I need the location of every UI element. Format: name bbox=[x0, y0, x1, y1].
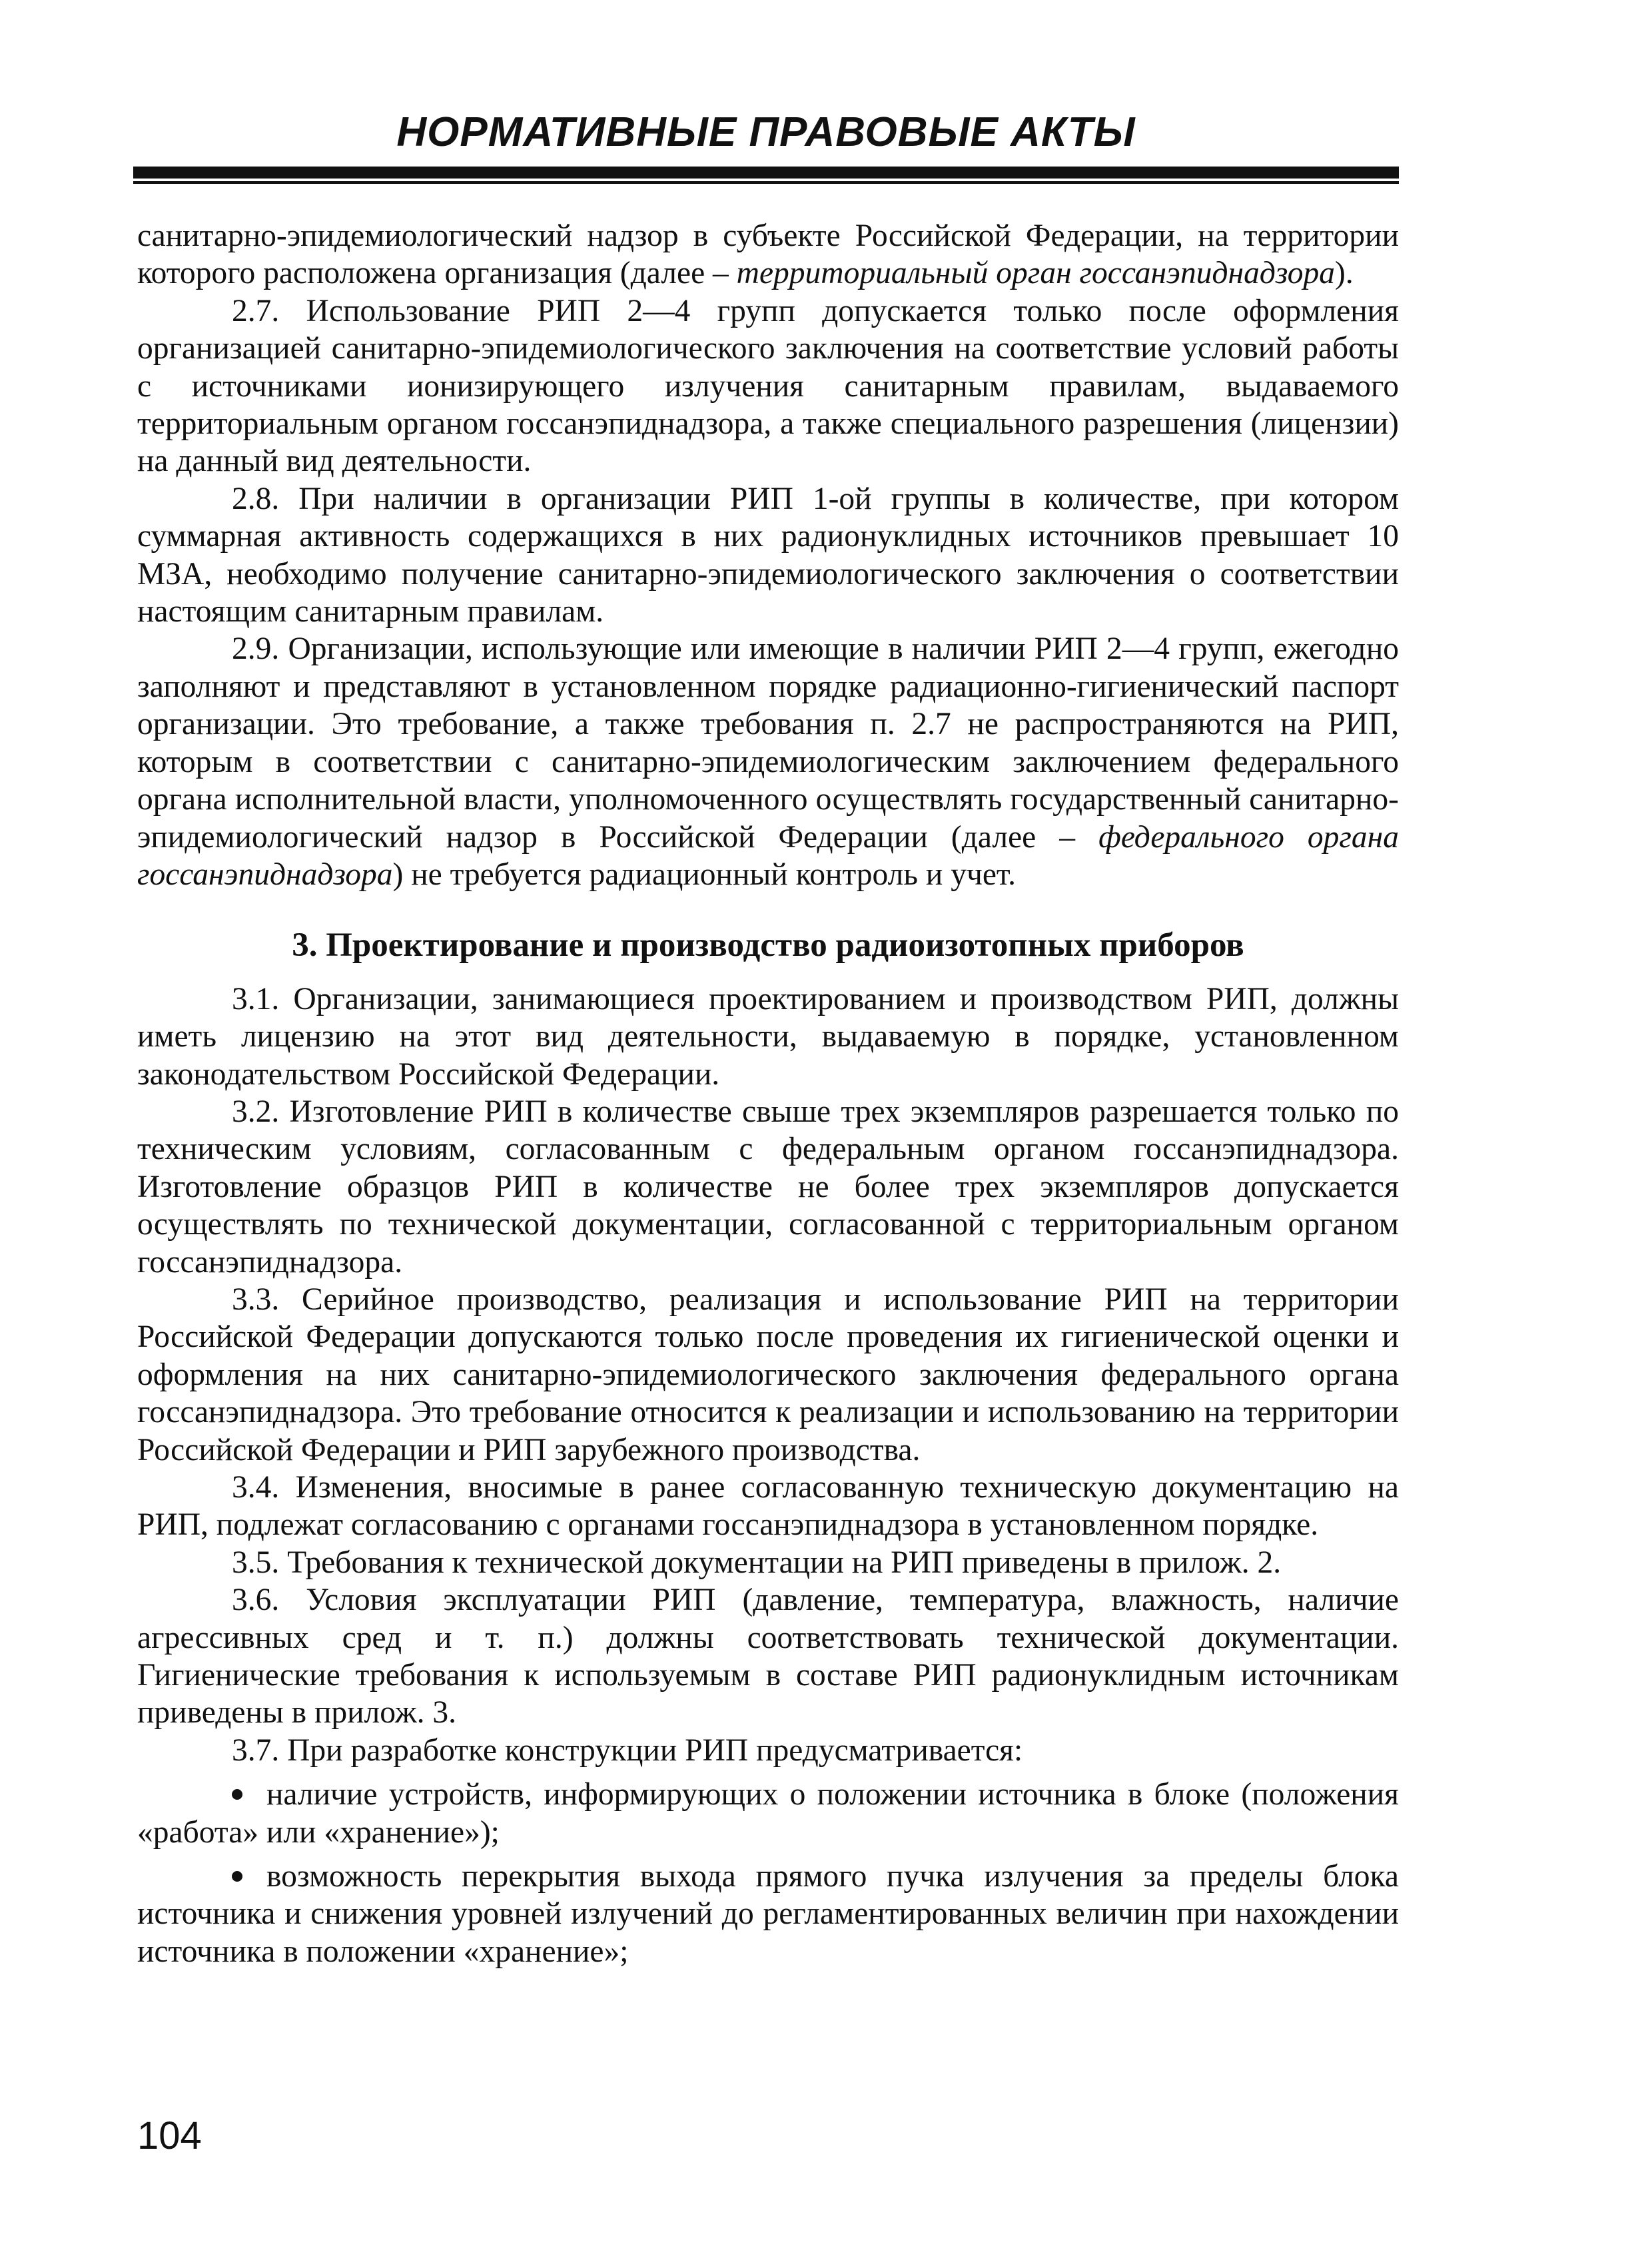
bullet-icon bbox=[232, 1871, 242, 1882]
page-header-title: НОРМАТИВНЫЕ ПРАВОВЫЕ АКТЫ bbox=[396, 109, 1136, 155]
paragraph-3-6: 3.6. Условия эксплуатации РИП (давление, температура, влажность, наличие агрессивных сред и т. п.) должны соответствовать технической документации. Гигиенические требования к используемым в составе РИП радионуклидным источникам приведены в прилож. 3. bbox=[137, 1583, 1399, 1730]
header-rule-thin bbox=[133, 181, 1399, 184]
text-run: ) не требуется радиационный контроль и учет. bbox=[392, 857, 1016, 892]
paragraph-3-5: 3.5. Требования к технической документации на РИП приведены в прилож. 2. bbox=[232, 1545, 1282, 1580]
paragraph-2-8: 2.8. При наличии в организации РИП 1-ой группы в количестве, при котором суммарная активность содержащихся в них радионуклидных источников превышает 10 МЗА, необходимо получение санитарно-эпидемиологического заключения о соответствии настоящим санитарным правилам. bbox=[137, 481, 1399, 629]
paragraph-3-1: 3.1. Организации, занимающиеся проектированием и производством РИП, должны иметь лицензию на этот вид деятельности, выдаваемую в порядке, установленном законодательством Российской Федерации. bbox=[137, 981, 1399, 1092]
section-heading: 3. Проектирование и производство радиоизотопных приборов bbox=[292, 927, 1244, 964]
paragraph-2-7: 2.7. Использование РИП 2—4 групп допускается только после оформления организацией санитарно-эпидемиологического заключения на соответствие условий работы с источниками ионизирующего излучения санитарным правилам, выдаваемого территориальным органом госсанэпиднадзора, а также специального разрешения (лицензии) на данный вид деятельности. bbox=[137, 293, 1399, 479]
paragraph-2-9 bbox=[137, 630, 1399, 893]
bullet-text: возможность перекрытия выхода прямого пучка излучения за пределы блока источника и снижения уровней излучений до регламентированных величин при нахождении источника в положении «хранение»; bbox=[137, 1859, 1399, 1969]
paragraph-3-3: 3.3. Серийное производство, реализация и использование РИП на территории Российской Федерации допускаются только после проведения их гигиенической оценки и оформления на них санитарно-эпидемиологического заключения федерального органа госсанэпиднадзора. Это требование относится к реализации и использованию на территории Российской Федерации и РИП зарубежного производства. bbox=[137, 1282, 1399, 1467]
paragraph-continuation bbox=[137, 217, 1399, 292]
bullet-item bbox=[137, 1776, 1399, 1851]
bullet-item bbox=[137, 1858, 1399, 1970]
paragraph-3-2: 3.2. Изготовление РИП в количестве свыше трех экземпляров разрешается только по техническим условиям, согласованным с федеральным органом госсанэпиднадзора. Изготовление образцов РИП в количестве не более трех экземпляров допускается осуществлять по технической документации, согласованной с территориальным органом госсанэпиднадзора. bbox=[137, 1094, 1399, 1280]
italic-term: территориальный орган госсанэпиднадзора bbox=[736, 256, 1336, 291]
paragraph-3-4: 3.4. Изменения, вносимые в ранее согласованную техническую документацию на РИП, подлежат согласованию с органами госсанэпиднадзора в установленном порядке. bbox=[137, 1470, 1399, 1543]
text-run: 2.9. Организации, использующие или имеющие в наличии РИП 2—4 групп, ежегодно заполняют и представляют в установленном порядке радиационно-гигиенический паспорт организации. Это требование, а также требования п. 2.7 не распространяются на РИП, которым в соответствии с санитарно-эпидемиологическим заключением федерального органа исполнительной власти, уполномоченного осуществлять государственный санитарно-эпидемиологический надзор в Российской Федерации (далее – bbox=[137, 631, 1399, 855]
bullet-text: наличие устройств, информирующих о положении источника в блоке (положения «работа» или «хранение»); bbox=[137, 1777, 1399, 1850]
text-run: ). bbox=[1335, 256, 1354, 291]
page-number: 104 bbox=[137, 2114, 202, 2157]
text-run: санитарно-эпидемиологический надзор в субъекте Российской Федерации, на территории которого расположена организация (далее – bbox=[137, 218, 1399, 291]
paragraph-3-7: 3.7. При разработке конструкции РИП предусматривается: bbox=[232, 1732, 1023, 1768]
header-rule-thick bbox=[133, 167, 1399, 179]
bullet-icon bbox=[232, 1789, 242, 1800]
italic-term: федерального органа госсанэпиднадзора bbox=[137, 819, 1399, 892]
body-text bbox=[137, 217, 1399, 1970]
